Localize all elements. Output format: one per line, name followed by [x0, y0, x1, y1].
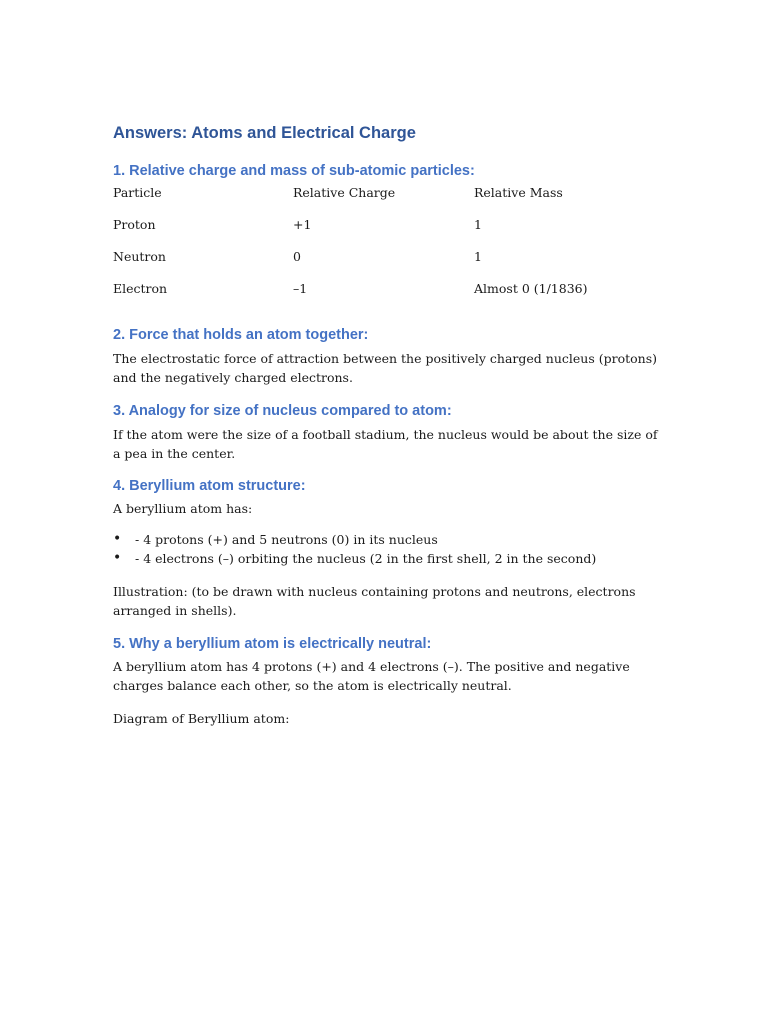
section-3-heading: 3. Analogy for size of nucleus compared to atom:	[113, 403, 452, 419]
table-cell: Almost 0 (1/1836)	[474, 281, 588, 296]
table-cell: Proton	[113, 217, 156, 232]
section-5-heading: 5. Why a beryllium atom is electrically neutral:	[113, 636, 432, 652]
table-cell: –1	[293, 281, 308, 296]
list-item-text: - 4 protons (+) and 5 neutrons (0) in its nucleus	[135, 532, 438, 547]
section-3-text: If the atom were the size of a football stadium, the nucleus would be about the size of a pea in the center.	[113, 427, 658, 461]
table-header-row	[113, 185, 658, 217]
bullet-icon: •	[113, 550, 122, 566]
table-cell: 1	[474, 217, 482, 232]
table-header-cell: Particle	[113, 185, 162, 200]
particle-table	[113, 185, 658, 313]
section-4-intro: A beryllium atom has:	[113, 501, 253, 516]
table-header-cell: Relative Mass	[474, 185, 563, 200]
table-row	[113, 249, 658, 281]
section-1-heading: 1. Relative charge and mass of sub-atomic particles:	[113, 163, 475, 179]
section-5-text: A beryllium atom has 4 protons (+) and 4 electrons (–). The positive and negative charges balance each other, so the atom is electrically neutral.	[113, 659, 630, 693]
section-2-heading: 2. Force that holds an atom together:	[113, 327, 369, 343]
section-4-heading: 4. Beryllium atom structure:	[113, 478, 306, 494]
illustration-note: Illustration: (to be drawn with nucleus containing protons and neutrons, electrons arranged in shells).	[113, 584, 636, 618]
table-header-cell: Relative Charge	[293, 185, 396, 200]
section-2-text: The electrostatic force of attraction between the positively charged nucleus (protons) and the negatively charged electrons.	[113, 351, 657, 385]
list-item	[113, 549, 658, 568]
document-title: Answers: Atoms and Electrical Charge	[113, 124, 416, 142]
diagram-label: Diagram of Beryllium atom:	[113, 711, 290, 726]
list-item-text: - 4 electrons (–) orbiting the nucleus (2 in the first shell, 2 in the second)	[135, 551, 597, 566]
table-cell: Electron	[113, 281, 168, 296]
table-row	[113, 217, 658, 249]
table-cell: +1	[293, 217, 312, 232]
table-cell: 1	[474, 249, 482, 264]
list-item	[113, 530, 658, 549]
bullet-icon: •	[113, 531, 122, 547]
table-row	[113, 281, 658, 313]
table-cell: 0	[293, 249, 301, 264]
table-cell: Neutron	[113, 249, 166, 264]
beryllium-structure-list	[113, 530, 658, 568]
